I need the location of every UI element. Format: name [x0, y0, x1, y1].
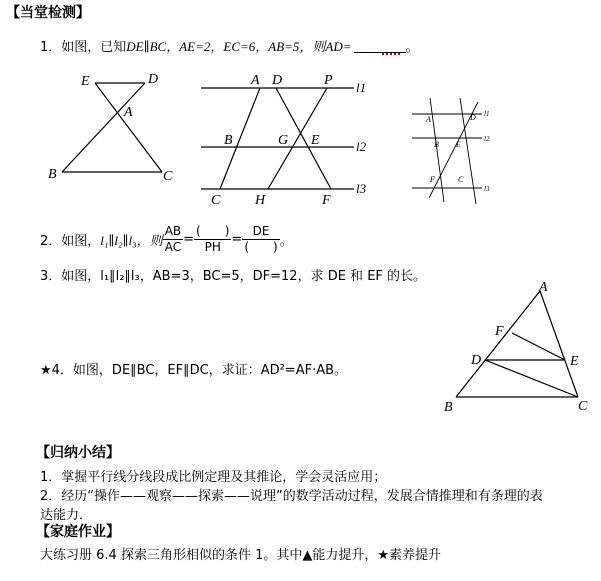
fig4-label-f: F: [495, 324, 504, 339]
question-4: [40, 359, 347, 378]
fig3-label-c: C: [458, 175, 464, 184]
section-title-check: 【当堂检测】: [6, 5, 90, 21]
q2-end: 。: [279, 233, 293, 249]
fig2-line-l3: l3: [356, 181, 367, 196]
fig4-label-e: E: [570, 354, 579, 369]
fig4-label-a: A: [539, 280, 548, 295]
fig2-label-f: F: [322, 193, 331, 208]
fig3-label-d: D: [470, 113, 476, 122]
section-title-summary: 【归纳小结】: [36, 445, 120, 461]
fig2-label-b: B: [224, 133, 233, 148]
fig2-label-g: G: [278, 133, 289, 148]
fig3-label-e: E: [456, 140, 461, 149]
fig4-label-c: C: [578, 399, 588, 414]
fig1-label-c: C: [163, 169, 173, 184]
q1-end: 。: [405, 40, 419, 55]
frac1-num: AB: [164, 223, 182, 238]
fig1-label-e: E: [81, 74, 90, 89]
question-3: 3．如图，l₁∥l₂∥l₃，AB=3，BC=5，DF=12，求 DE 和 EF 的长。: [40, 269, 427, 284]
fig3-line-l1: l1: [484, 110, 490, 118]
question-2: [40, 221, 293, 257]
q2-prefix: 2．如图，: [40, 233, 101, 249]
fraction-ab-ac: [163, 224, 183, 255]
fig4-label-b: B: [444, 400, 453, 415]
equals-1: =: [183, 231, 195, 247]
summary-line-1: 1．掌握平行线分线段成比例定理及其推论，学会灵活应用；: [40, 470, 387, 485]
fig3-line-l3: l3: [484, 185, 490, 193]
section-title-homework: 【家庭作业】: [36, 524, 120, 540]
fig1-label-d: D: [148, 72, 159, 87]
q1-prefix: 1．如图，已知: [40, 40, 127, 55]
frac3-num: DE: [242, 224, 279, 240]
fig3-label-a: A: [426, 115, 431, 124]
figure-4: [436, 277, 596, 417]
fig2-label-d: D: [272, 73, 283, 88]
fig2-label-e: E: [311, 133, 320, 148]
q4-text: 4．如图，DE∥BC，EF∥DC，求证：AD²=AF·AB。: [51, 363, 348, 378]
figure-1: [40, 68, 190, 186]
question-1: [40, 36, 419, 55]
frac2-den: PH: [204, 239, 221, 254]
figure-2: [196, 68, 376, 208]
fig3-label-f: F: [430, 175, 435, 184]
answer-blank: [354, 40, 406, 53]
fig1-label-b: B: [48, 167, 57, 182]
fig2-line-l2: l2: [356, 139, 367, 154]
fig3-label-b: B: [434, 140, 439, 149]
fig2-label-c: C: [211, 193, 221, 208]
figure-3: [404, 92, 504, 210]
fraction-blank-ph: [194, 224, 231, 255]
homework-text: 大练习册 6.4 探索三角形相似的条件 1。其中▲能力提升，★素养提升: [40, 548, 441, 563]
fig1-label-a: A: [124, 105, 133, 120]
equals-2: =: [231, 231, 243, 247]
fig2-line-l1: l1: [356, 80, 367, 95]
fig2-label-p: P: [324, 73, 333, 88]
star-icon: ★: [40, 363, 52, 378]
fig2-label-h: H: [255, 193, 266, 208]
fraction-de-blank: [242, 224, 279, 255]
frac3-den: ( ): [244, 239, 278, 254]
fig4-label-d: D: [471, 353, 482, 368]
fig3-line-l2: l2: [484, 135, 490, 143]
q1-ask: AD=: [325, 39, 352, 54]
frac1-den: AC: [164, 239, 182, 254]
q1-condition: DE∥BC，AE=2，EC=6，AB=5，则: [126, 39, 326, 54]
summary-line-2: 2．经历“操作——观察——探索——说理”的数学活动过程，发展合情推理和有条理的表: [40, 489, 543, 504]
summary-line-3: 达能力．: [40, 508, 93, 523]
fig2-label-a: A: [251, 73, 260, 88]
frac2-num: ( ): [196, 223, 230, 238]
q2-condition: l₁∥l₂∥l₃，则: [100, 232, 163, 248]
